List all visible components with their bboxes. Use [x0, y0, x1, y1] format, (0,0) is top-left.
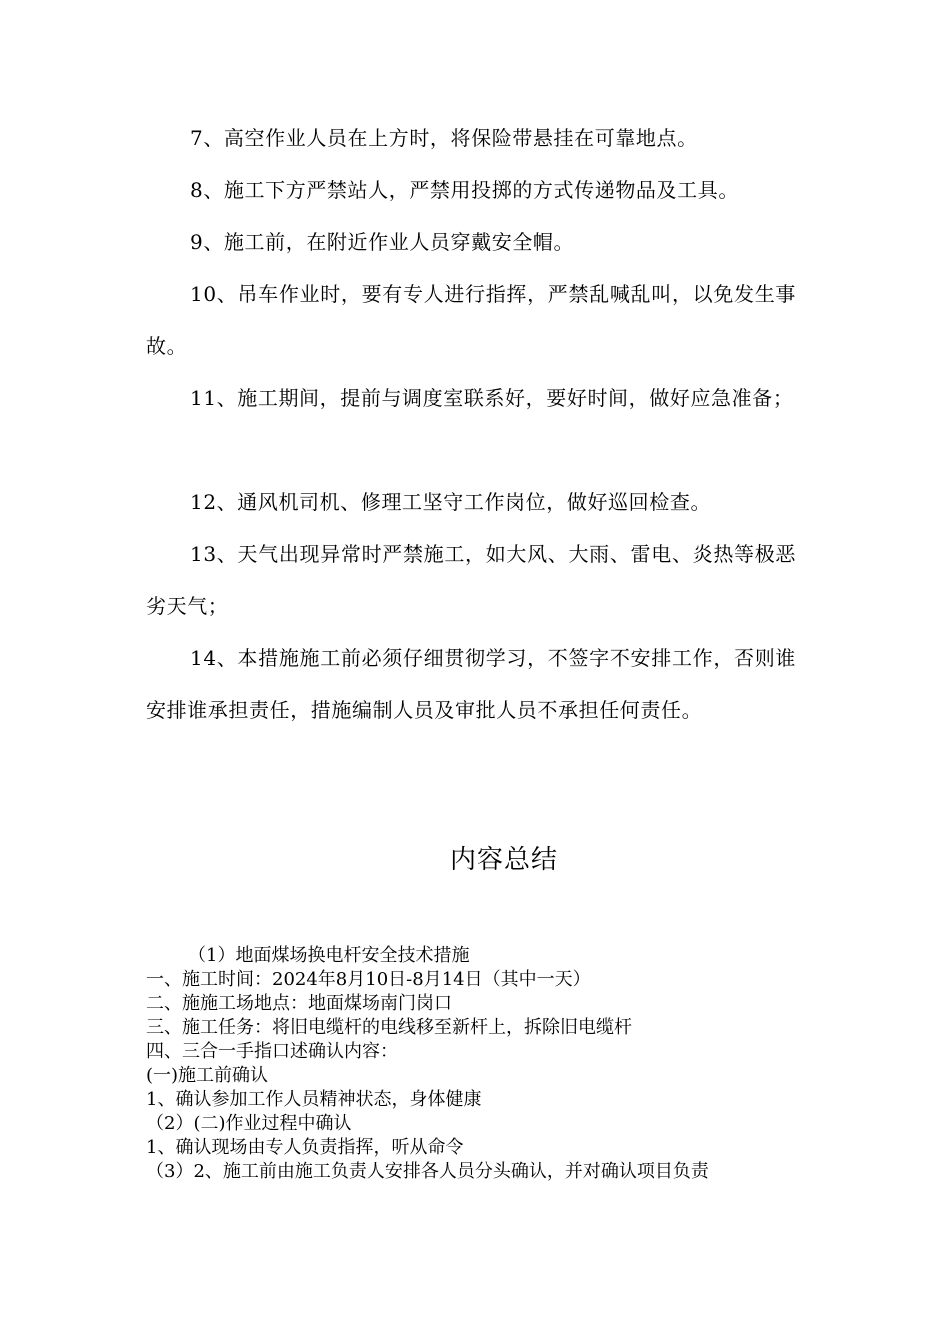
measure-item-14: 14、本措施施工前必须仔细贯彻学习，不签字不安排工作，否则谁安排谁承担责任，措施编制人员及审批人员不承担任何责任。	[146, 646, 796, 722]
summary-line: 三、施工任务：将旧电缆杆的电线移至新杆上，拆除旧电缆杆	[146, 1017, 632, 1038]
summary-line: 1、确认现场由专人负责指挥，听从命令	[146, 1137, 464, 1158]
measure-item-13: 13、天气出现异常时严禁施工，如大风、大雨、雷电、炎热等极恶劣天气；	[146, 542, 796, 618]
summary-title: 内容总结	[449, 845, 558, 875]
measure-item-8: 8、施工下方严禁站人，严禁用投掷的方式传递物品及工具。	[190, 178, 739, 202]
summary-line: （3）2、施工前由施工负责人安排各人员分头确认，并对确认项目负责	[146, 1161, 709, 1182]
summary-line: 一、施工时间：2024年8月10日-8月14日（其中一天）	[146, 969, 591, 990]
summary-line: （2）(二)作业过程中确认	[146, 1113, 352, 1134]
summary-line: （1）地面煤场换电杆安全技术措施	[188, 945, 470, 966]
summary-line: 四、三合一手指口述确认内容：	[146, 1041, 398, 1062]
measure-item-11: 11、施工期间，提前与调度室联系好，要好时间，做好应急准备；	[190, 386, 794, 410]
measure-item-12: 12、通风机司机、修理工坚守工作岗位，做好巡回检查。	[190, 490, 712, 514]
measure-item-10: 10、吊车作业时，要有专人进行指挥，严禁乱喊乱叫，以免发生事故。	[146, 282, 796, 358]
measure-item-7: 7、高空作业人员在上方时，将保险带悬挂在可靠地点。	[190, 126, 698, 150]
summary-line: 1、确认参加工作人员精神状态，身体健康	[146, 1089, 482, 1110]
summary-line: (一)施工前确认	[146, 1065, 269, 1086]
summary-line: 二、施施工场地点：地面煤场南门岗口	[146, 993, 452, 1014]
measure-item-9: 9、施工前，在附近作业人员穿戴安全帽。	[190, 230, 575, 254]
